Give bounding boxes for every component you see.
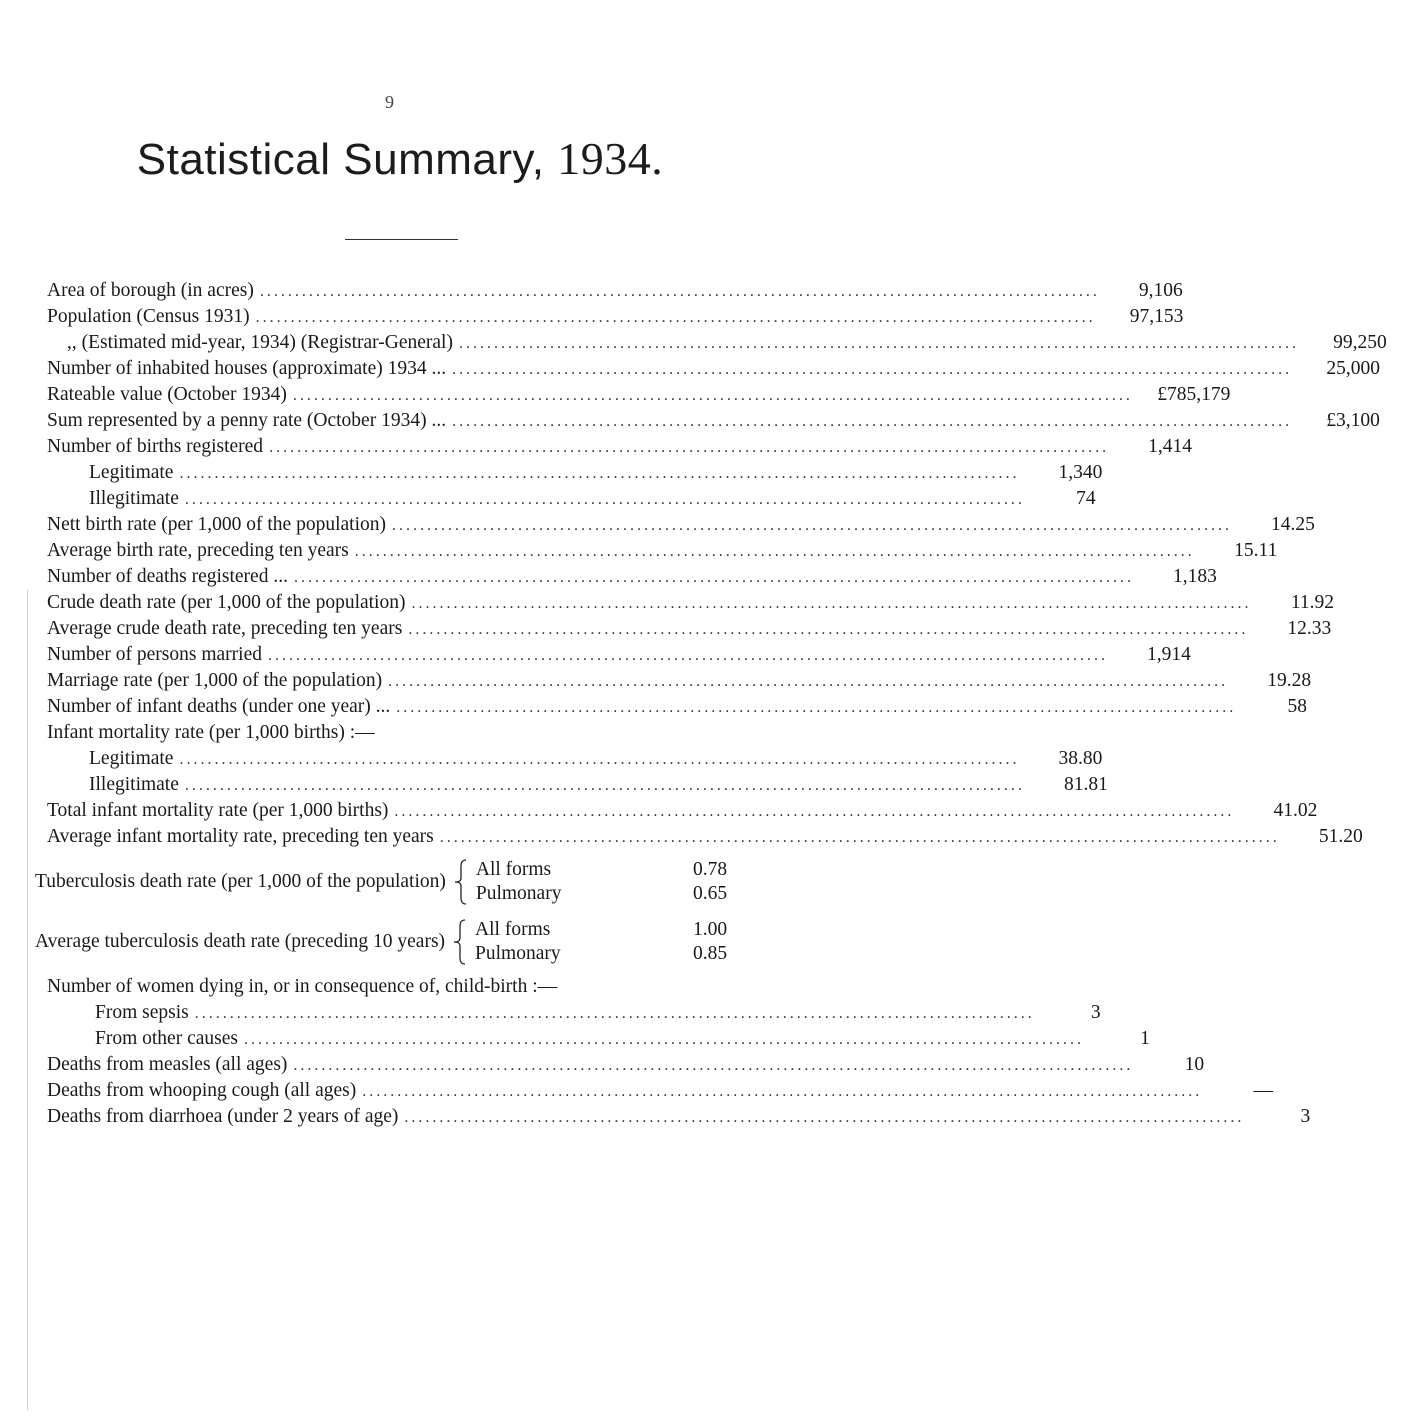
dot-leader: ........................................................................................................................ [452,361,1293,378]
table-row [35,1052,1205,1078]
dot-leader: ........................................................................................................................ [194,1005,1035,1022]
dot-leader: ........................................................................................................................ [411,595,1252,612]
brace-values [655,858,765,906]
row-value: 1,914 [1147,644,1191,665]
table-row [35,1000,1101,1026]
row-value: 1,340 [1058,462,1103,483]
row-value: 15.11 [1234,540,1278,561]
table-row [35,408,1380,434]
table-row [35,974,765,1000]
row-value: 41.02 [1273,800,1318,821]
row-label: Nett birth rate (per 1,000 of the population) [47,514,386,535]
row-value: £3,100 [1326,410,1380,431]
title-year: 1934. [557,133,664,184]
dot-leader: ........................................................................................................................ [184,777,1025,794]
dot-leader: ........................................................................................................................ [255,309,1096,326]
table-row [35,564,1217,590]
table-row-braced [35,854,765,910]
title-text: Statistical Summary, [136,135,545,184]
dot-leader: ........................................................................................................................ [388,673,1229,690]
table-row-braced [35,914,765,970]
row-label: Deaths from measles (all ages) [47,1054,288,1075]
table-row [35,538,1278,564]
row-label: Average tuberculosis death rate (preceding 10 years) [35,931,446,952]
dot-leader: ........................................................................................................................ [293,569,1134,586]
row-label: Deaths from whooping cough (all ages) [47,1080,357,1101]
row-label: Number of women dying in, or in consequence of, child-birth :— [47,976,558,997]
row-value: — [1253,1080,1273,1101]
brace-options [475,918,655,966]
row-label: ,, (Estimated mid-year, 1934) (Registrar-General) [67,332,453,353]
table-row [35,486,1096,512]
row-label: Marriage rate (per 1,000 of the population) [47,670,383,691]
row-label: Legitimate [89,462,174,483]
row-label: Number of persons married [47,644,262,665]
row-label: Average infant mortality rate, preceding ten years [47,826,434,847]
dot-leader: ........................................................................................................................ [362,1083,1203,1100]
row-label: From other causes [95,1028,238,1049]
dot-leader: ........................................................................................................................ [259,283,1100,300]
row-value: 9,106 [1138,280,1183,301]
row-label: Number of infant deaths (under one year) ... [47,696,391,717]
row-value: 51.20 [1318,826,1363,847]
row-label: Sum represented by a penny rate (October 1934) ... [47,410,447,431]
dot-leader: ........................................................................................................................ [184,491,1025,508]
row-label: Legitimate [89,748,174,769]
row-value: 0.78 [692,859,728,880]
dot-leader: ........................................................................................................................ [354,543,1195,560]
row-label: Total infant mortality rate (per 1,000 births) [47,800,389,821]
row-label: Population (Census 1931) [47,306,250,327]
row-value: 3 [1090,1002,1101,1023]
dot-leader: ........................................................................................................................ [439,829,1280,846]
statistics-rows [35,278,1387,850]
row-label: Area of borough (in acres) [47,280,254,301]
dot-leader: ........................................................................................................................ [404,1109,1245,1126]
brace-icon [452,858,470,906]
brace-options [476,858,655,906]
dot-leader: ........................................................................................................................ [391,517,1232,534]
table-row [35,590,1335,616]
row-value: 1,414 [1148,436,1192,457]
table-row [35,746,1103,772]
row-label: From sepsis [95,1002,189,1023]
dot-leader: ........................................................................................................................ [396,699,1237,716]
row-value: 1,183 [1173,566,1217,587]
dot-leader: ........................................................................................................................ [452,413,1293,430]
row-label: Number of births registered [47,436,264,457]
option-label: All forms [475,919,551,940]
dot-leader: ........................................................................................................................ [394,803,1235,820]
title-divider [345,239,458,240]
dot-leader: ........................................................................................................................ [267,647,1108,664]
dot-leader: ........................................................................................................................ [408,621,1249,638]
page-title [0,132,800,185]
table-row [35,330,1387,356]
dot-leader: ........................................................................................................................ [269,439,1110,456]
row-value: 11.92 [1290,592,1335,613]
tuberculosis-rows [35,854,765,970]
dot-leader: ........................................................................................................................ [292,387,1133,404]
table-row [35,460,1103,486]
row-label: Tuberculosis death rate (per 1,000 of the population) [35,871,446,892]
table-row [35,304,1184,330]
page-number: 9 [385,92,394,112]
row-label: Rateable value (October 1934) [47,384,287,405]
table-row [35,434,1192,460]
table-row [35,356,1380,382]
row-value: 74 [1076,488,1096,509]
row-value: 12.33 [1287,618,1332,639]
statistics-table [35,278,1387,1130]
table-row [35,694,1308,720]
table-row [35,720,765,746]
dot-leader: ........................................................................................................................ [243,1031,1084,1048]
table-row [35,278,1183,304]
dot-leader: ........................................................................................................................ [458,335,1299,352]
row-label: Average crude death rate, preceding ten years [47,618,403,639]
table-row [35,668,1312,694]
dot-leader: ........................................................................................................................ [179,465,1020,482]
row-value: 99,250 [1333,332,1387,353]
row-value: 19.28 [1267,670,1312,691]
table-row [35,824,1363,850]
row-label: Deaths from diarrhoea (under 2 years of age) [47,1106,399,1127]
row-label: Crude death rate (per 1,000 of the population) [47,592,406,613]
row-value: 81.81 [1063,774,1108,795]
row-value: 97,153 [1129,306,1184,327]
row-label: Number of deaths registered ... [47,566,288,587]
page-edge-line [27,590,28,1410]
row-value: 58 [1287,696,1308,717]
row-label: Illegitimate [89,774,179,795]
dot-leader: ........................................................................................................................ [293,1057,1134,1074]
brace-icon [451,918,469,966]
row-value: 1 [1140,1028,1150,1049]
row-label: Infant mortality rate (per 1,000 births) :— [47,722,375,743]
row-value: 25,000 [1326,358,1380,379]
row-value: 3 [1300,1106,1311,1127]
row-label: Illegitimate [89,488,179,509]
row-value: 14.25 [1271,514,1315,535]
row-value: 38.80 [1058,748,1103,769]
row-label: Number of inhabited houses (approximate) 1934 ... [47,358,447,379]
table-row [35,512,1315,538]
dot-leader: ........................................................................................................................ [179,751,1020,768]
row-value: 0.85 [692,943,728,964]
table-row [35,1104,1311,1130]
option-label: All forms [475,859,552,880]
row-value: 1.00 [692,919,728,940]
option-label: Pulmonary [475,883,562,904]
row-value: £785,179 [1157,384,1231,405]
table-row [35,1026,1150,1052]
table-row [35,642,1191,668]
table-row [35,798,1318,824]
row-value: 0.65 [692,883,728,904]
row-value: 10 [1184,1054,1205,1075]
table-row [35,382,1231,408]
table-row [35,1078,1273,1104]
statistics-rows-continued [35,974,1311,1130]
option-label: Pulmonary [475,943,561,964]
table-row [35,616,1332,642]
brace-values [655,918,765,966]
table-row [35,772,1108,798]
row-label: Average birth rate, preceding ten years [47,540,349,561]
